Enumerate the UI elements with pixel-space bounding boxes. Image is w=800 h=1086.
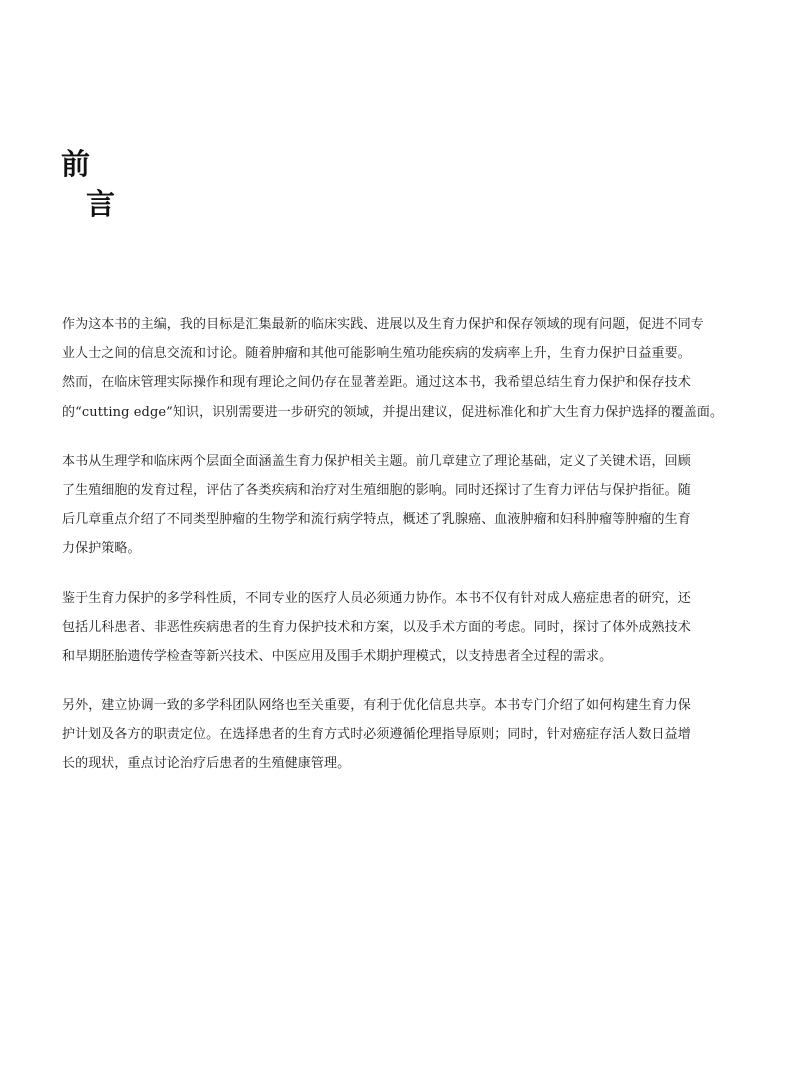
text-line: 另外，建立协调一致的多学科团队网络也至关重要，有利于优化信息共享。本书专门介绍了如何构建生育力保 [62,698,691,714]
text-line: 护计划及各方的职责定位。在选择患者的生育方式时必须遵循伦理指导原则；同时，针对癌症存活人数日益增 [62,727,691,743]
text-line: 鉴于生育力保护的多学科性质，不同专业的医疗人员必须通力协作。本书不仅有针对成人癌症患者的研究，还 [62,590,691,606]
text-line: 力保护策略。 [62,541,141,557]
paragraph-2 [62,447,691,564]
text-line: 后几章重点介绍了不同类型肿瘤的生物学和流行病学特点，概述了乳腺癌、血液肿瘤和妇科肿瘤等肿瘤的生育 [62,512,691,528]
text-line: 作为这本书的主编，我的目标是汇集最新的临床实践、进展以及生育力保护和保存领域的现有问题，促进不同专 [62,317,704,332]
paragraph-1 [62,310,724,427]
text-line: 包括儿科患者、非恶性疾病患者的生育力保护技术和方案，以及手术方面的考虑。同时，探讨了体外成熟技术 [62,619,691,635]
preface-title-char-2: 言 [86,187,116,221]
text-line: 然而，在临床管理实际操作和现有理论之间仍存在显著差距。通过这本书，我希望总结生育力保护和保存技术 [62,375,691,391]
text-line: 了生殖细胞的发育过程，评估了各类疾病和治疗对生殖细胞的影响。同时还探讨了生育力评估与保护指征。随 [62,482,691,498]
text-line: 长的现状，重点讨论治疗后患者的生殖健康管理。 [62,756,351,772]
text-line: 业人士之间的信息交流和讨论。随着肿瘤和其他可能影响生殖功能疾病的发病率上升，生育力保护日益重要。 [62,346,691,362]
paragraph-4 [62,691,691,779]
text-line: 和早期胚胎遗传学检查等新兴技术、中医应用及围手术期护理模式，以支持患者全过程的需求。 [62,648,613,664]
text-line: 本书从生理学和临床两个层面全面涵盖生育力保护相关主题。前几章建立了理论基础，定义了关键术语，回顾 [62,453,691,469]
preface-body [62,310,724,799]
paragraph-3 [62,584,691,672]
preface-title-char-1: 前 [61,147,91,181]
text-line: 的“cutting edge”知识，识别需要进一步研究的领域，并提出建议，促进标准化和扩大生育力保护选择的覆盖面。 [62,404,724,420]
